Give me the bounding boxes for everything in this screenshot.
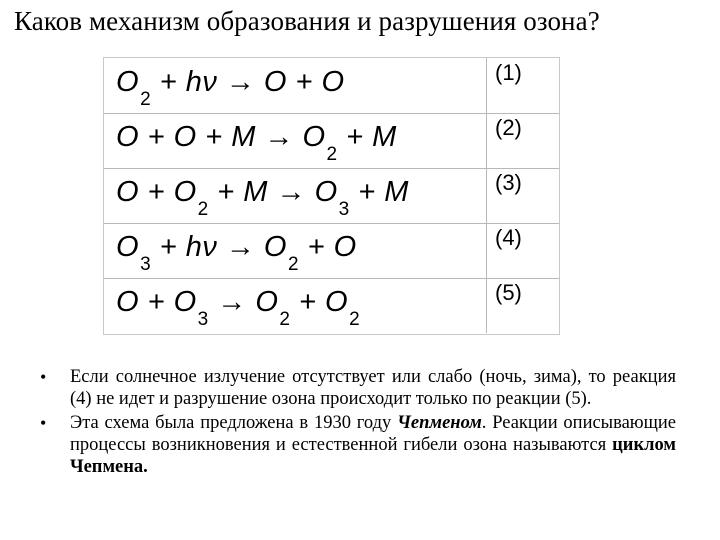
bullet-list bbox=[30, 366, 676, 480]
reaction-equation-3: $O + O_2 + M \to O_3 + M$ bbox=[116, 176, 409, 220]
bullet-item-chapman-cycle: • Эта схема была предложена в 1930 году Чепменом. Реакции описывающие процессы возникновения и естественной гибели озона называются циклом Чепмена. bbox=[30, 412, 676, 478]
equation-cell bbox=[104, 223, 487, 278]
equation-cell bbox=[104, 58, 487, 113]
table-row bbox=[104, 278, 559, 333]
chapman-cycle-term: циклом Чепмена bbox=[70, 435, 676, 477]
reaction-equation-2: $O + O + M \to O_2 + M$ bbox=[116, 121, 397, 165]
number-cell bbox=[487, 58, 559, 113]
equation-cell bbox=[104, 168, 487, 223]
reaction-equation-1: $O_2 + h\nu \to O + O$ bbox=[116, 66, 345, 110]
reaction-equation-4: $O_3 + h\nu \to O_2 + O$ bbox=[116, 231, 357, 275]
reaction-number-3: (3) bbox=[495, 170, 522, 195]
table-row bbox=[104, 58, 559, 114]
table-row bbox=[104, 113, 559, 169]
number-cell bbox=[487, 168, 559, 223]
number-cell bbox=[487, 113, 559, 168]
bullet-item-solar-radiation: • Если солнечное излучение отсутствует или слабо (ночь, зима), то реакция (4) не идет и разрушение озона происходит только по реакции (5). bbox=[30, 366, 676, 410]
chapman-name: Чепменом bbox=[397, 413, 482, 433]
table-row bbox=[104, 168, 559, 224]
reaction-number-2: (2) bbox=[495, 115, 522, 140]
number-cell bbox=[487, 223, 559, 278]
reaction-number-4: (4) bbox=[495, 225, 522, 250]
equation-cell bbox=[104, 113, 487, 168]
equation-cell bbox=[104, 278, 487, 333]
reaction-equation-5: $O + O_3 \to O_2 + O_2$ bbox=[116, 286, 361, 330]
reaction-number-1: (1) bbox=[495, 60, 522, 85]
reaction-table bbox=[103, 57, 560, 335]
reaction-number-5: (5) bbox=[495, 280, 522, 305]
number-cell bbox=[487, 278, 559, 333]
table-row bbox=[104, 223, 559, 279]
slide-title: Каков механизм образования и разрушения озона? bbox=[14, 6, 600, 36]
